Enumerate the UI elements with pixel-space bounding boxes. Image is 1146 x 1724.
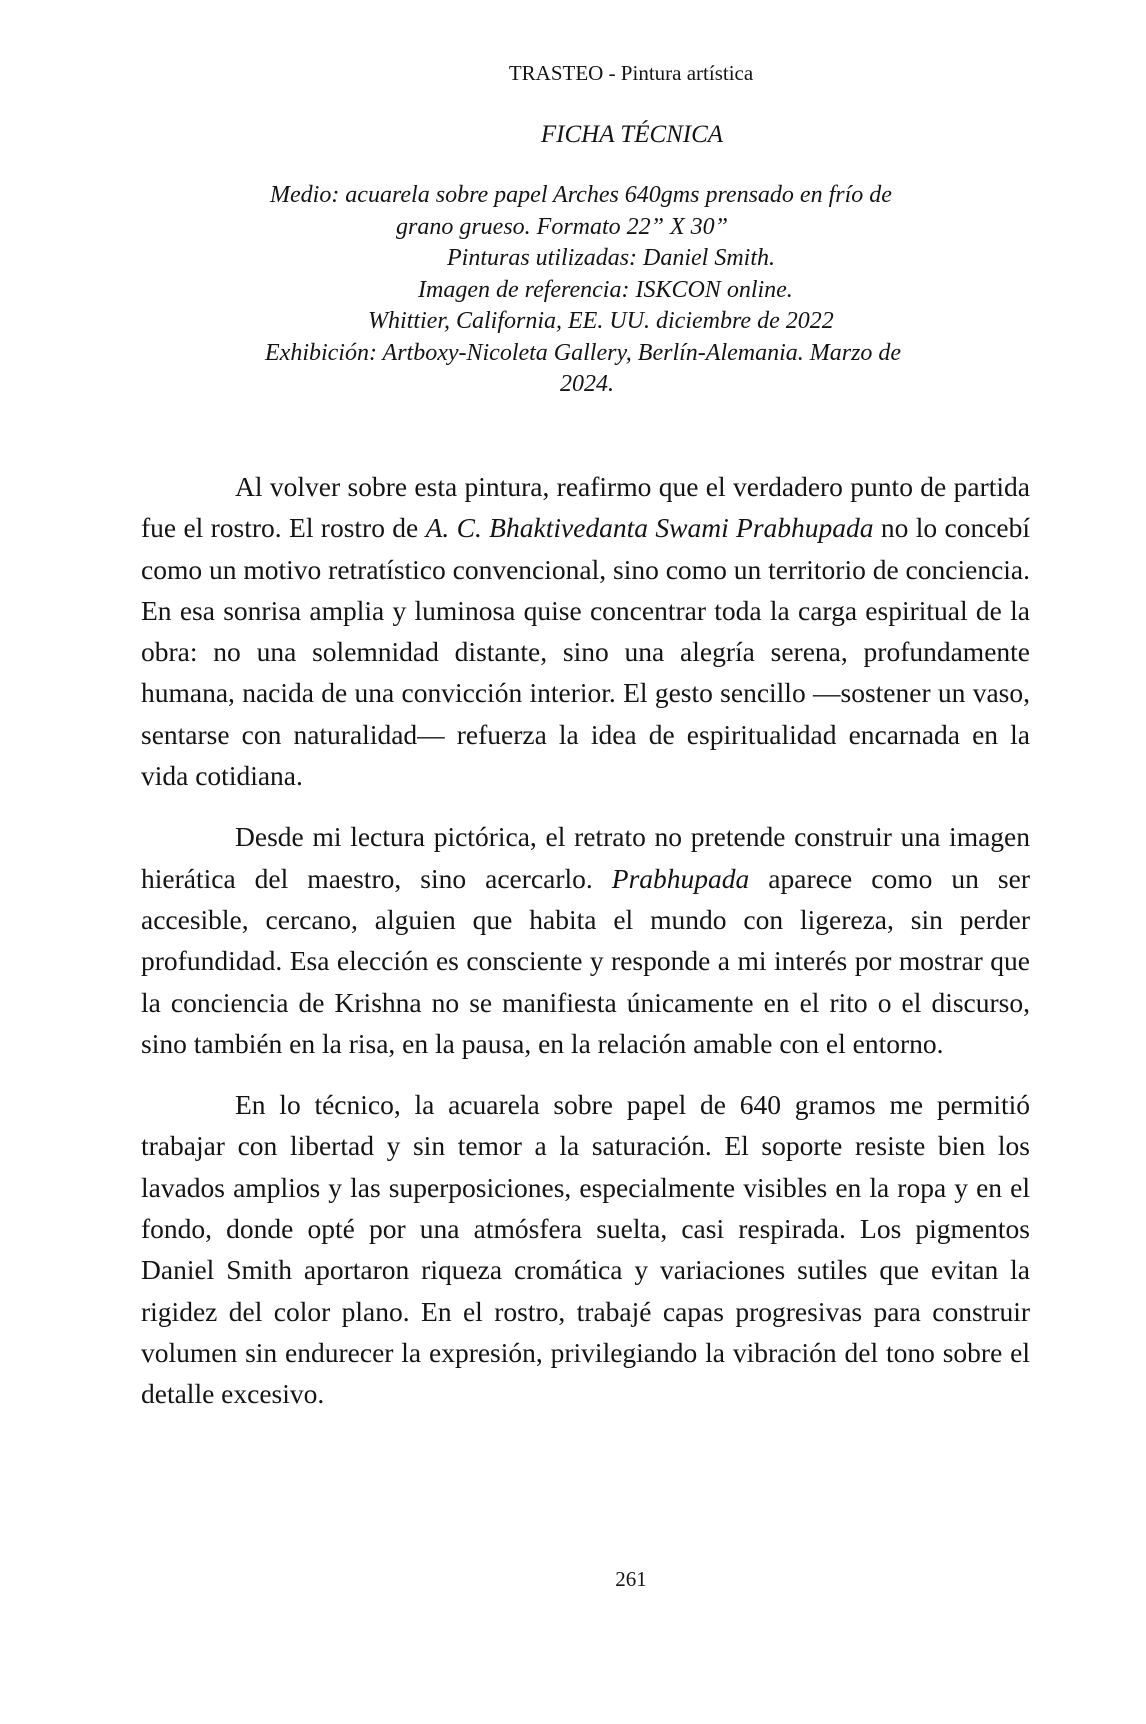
ficha-line-exhibicion: Exhibición: Artboxy-Nicoleta Gallery, Berlín-Alemania. Marzo de — [265, 339, 902, 366]
page-number-text: 261 — [615, 1567, 647, 1591]
paragraph-2 — [141, 816, 1030, 1064]
body-text — [141, 466, 1030, 1435]
paragraph-3: En lo técnico, la acuarela sobre papel de 640 gramos me permitió trabajar con libertad y sin temor a la saturación. El soporte resiste bien los lavados amplios y las superposiciones, especialmente visibles en la ropa y en el fondo, donde opté por una atmósfera suelta, casi respirada. Los pigmentos Daniel Smith aportaron riqueza cromática y variaciones sutiles que evitan la rigidez del color plano. En el rostro, trabajé capas progresivas para construir volumen sin endurecer la expresión, privilegiando la vibración del tono sobre el detalle excesivo. — [141, 1089, 1030, 1410]
paragraph-1-text-b: no lo concebí como un motivo retratístico convencional, sino como un territorio de conciencia. En esa sonrisa amplia y luminosa quise concentrar toda la carga espiritual de la obra: no una solemnidad distante, sino una alegría serena, profundamente humana, nacida de una convicción interior. El gesto sencillo —sostener un vaso, sentarse con naturalidad— refuerza la idea de espiritualidad encarnada en la vida cotidiana. — [141, 512, 1030, 792]
paragraph-1 — [141, 466, 1030, 796]
running-header — [0, 60, 1146, 86]
ficha-line-medio: Medio: acuarela sobre papel Arches 640gms prensado en frío de — [270, 182, 892, 208]
ficha-line-formato: grano grueso. Formato 22” X 30” — [396, 213, 729, 240]
ficha-line-referencia: Imagen de referencia: ISKCON online. — [418, 276, 793, 303]
ficha-tecnica-title — [0, 120, 1146, 150]
paragraph-2-name: Prabhupada — [611, 862, 750, 894]
ficha-line-lugar-fecha: Whittier, California, EE. UU. diciembre de 2022 — [368, 308, 834, 334]
paragraph-1-name: A. C. Bhaktivedanta Swami Prabhupada — [425, 512, 874, 544]
ficha-line-anio: 2024. — [560, 371, 614, 397]
ficha-title-text: FICHA TÉCNICA — [540, 121, 724, 148]
ficha-line-pinturas: Pinturas utilizadas: Daniel Smith. — [447, 245, 776, 271]
paragraph-2-text-a: Desde mi lectura pictórica, el retrato no pretende construir una imagen hierática del maestro, sino acercarlo. — [141, 821, 1030, 894]
page-number — [0, 1566, 1146, 1592]
running-title: TRASTEO - Pintura artística — [508, 61, 754, 85]
paragraph-1-text-a: Al volver sobre esta pintura, reafirmo que el verdadero punto de partida fue el rostro. El rostro de — [141, 471, 1030, 544]
paragraph-2-text-b: aparece como un ser accesible, cercano, alguien que habita el mundo con ligereza, sin perder profundidad. Esa elección es consciente y responde a mi interés por mostrar que la conciencia de Krishna no se manifiesta únicamente en el rito o el discurso, sino también en la risa, en la pausa, en la relación amable con el entorno. — [141, 862, 1030, 1059]
